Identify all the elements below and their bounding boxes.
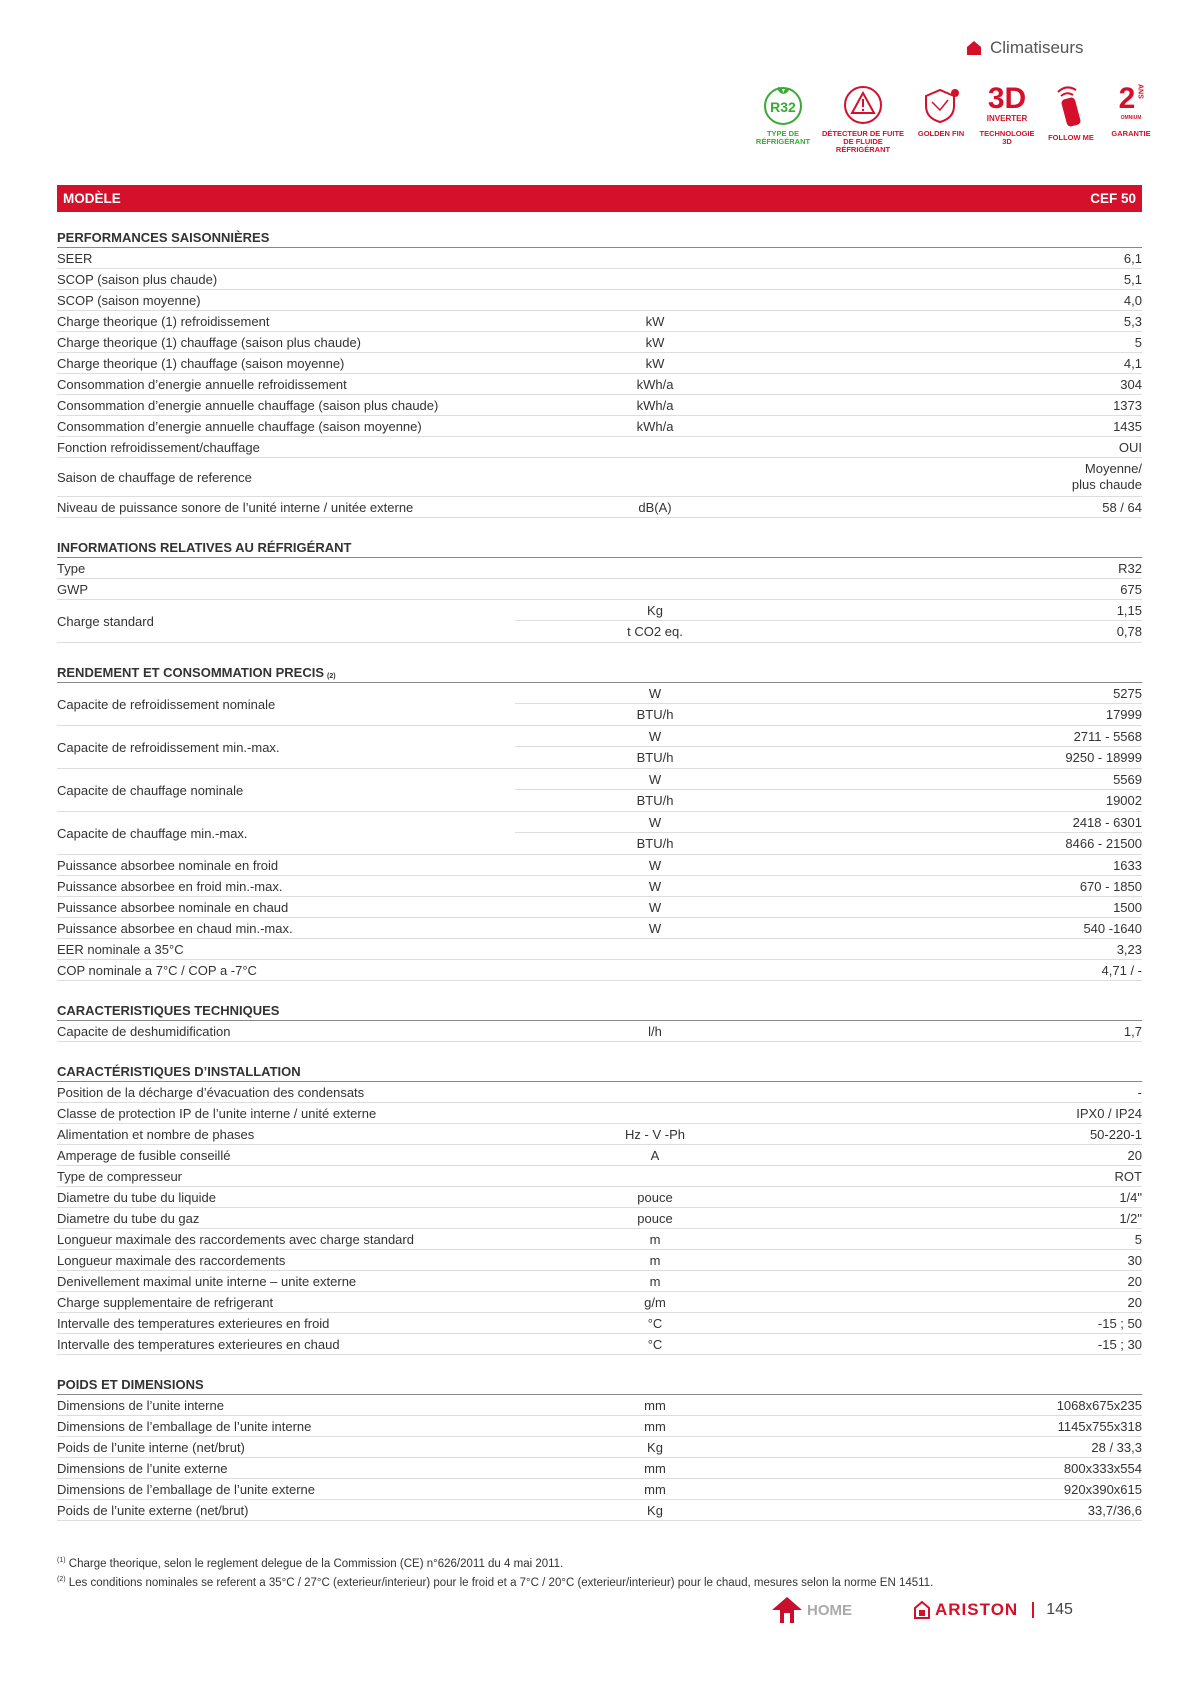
row-unit: kWh/a <box>636 397 674 413</box>
home-arrow-icon <box>772 1597 802 1623</box>
row-value: 20 <box>1127 1273 1142 1289</box>
row-label: Alimentation et nombre de phases <box>57 1126 255 1142</box>
row-unit: dB(A) <box>638 499 672 515</box>
row-value: 1435 <box>1113 418 1142 434</box>
row-label: Charge standard <box>57 613 154 629</box>
table-row <box>57 1021 1142 1042</box>
row-label: Longueur maximale des raccordements <box>57 1252 286 1268</box>
row-unit: kW <box>645 313 665 329</box>
row-unit: m <box>649 1252 661 1268</box>
row-label: Consommation d’energie annuelle chauffage (saison plus chaude) <box>57 397 439 413</box>
row-label: Fonction refroidissement/chauffage <box>57 439 260 455</box>
row-value: 5275 <box>1113 685 1142 701</box>
feature-icons <box>752 84 1160 154</box>
table-row <box>57 353 1142 374</box>
row-unit: BTU/h <box>636 707 674 722</box>
row-label: Capacite de chauffage min.-max. <box>57 825 248 841</box>
r32-feature <box>752 84 814 154</box>
ariston-logo-icon <box>914 1601 930 1619</box>
row-value: -15 ; 30 <box>1097 1336 1142 1352</box>
row-value: OUI <box>1118 439 1142 455</box>
row-value: 5569 <box>1113 771 1142 787</box>
table-row <box>57 290 1142 311</box>
warranty-feature <box>1102 84 1160 154</box>
row-unit: A <box>650 1147 660 1163</box>
leak-detector-feature <box>818 84 908 154</box>
row-label: SCOP (saison moyenne) <box>57 292 201 308</box>
page-footer <box>772 1597 1073 1623</box>
row-value: 1,15 <box>1116 602 1142 618</box>
3d-label: TECHNOLOGIE 3D <box>979 129 1035 146</box>
row-unit: °C <box>647 1336 663 1352</box>
section-title: PERFORMANCES SAISONNIÈRES <box>57 228 1142 248</box>
table-row <box>57 1103 1142 1124</box>
table-row <box>57 1458 1142 1479</box>
table-row <box>57 437 1142 458</box>
table-row <box>57 1334 1142 1355</box>
section-title: INFORMATIONS RELATIVES AU RÉFRIGÉRANT <box>57 538 1142 558</box>
golden-fin-icon <box>920 84 962 126</box>
row-label: SEER <box>57 250 93 266</box>
row-unit: pouce <box>637 1210 673 1226</box>
ariston-logo: ARISTON <box>914 1600 1018 1620</box>
category-title: Climatiseurs <box>990 38 1084 57</box>
row-unit: t CO2 eq. <box>627 624 683 639</box>
row-value: ROT <box>1114 1168 1142 1184</box>
row-value: 30 <box>1127 1252 1142 1268</box>
model-label: MODÈLE <box>63 191 121 206</box>
row-label: Puissance absorbee en chaud min.-max. <box>57 920 293 936</box>
row-label: Dimensions de l’unite interne <box>57 1397 224 1413</box>
row-label: Charge theorique (1) refroidissement <box>57 313 270 329</box>
row-value: 1/4" <box>1119 1189 1142 1205</box>
row-label: Puissance absorbee nominale en chaud <box>57 899 289 915</box>
row-value: 3,23 <box>1116 941 1142 957</box>
warranty-icon: 2 ANS OMNIUM <box>1118 82 1144 121</box>
row-unit: W <box>648 771 662 787</box>
row-unit: W <box>648 728 662 744</box>
table-row <box>57 1124 1142 1145</box>
row-value: 304 <box>1120 376 1142 392</box>
row-label: EER nominale a 35°C <box>57 941 184 957</box>
row-label: Poids de l’unite externe (net/brut) <box>57 1502 249 1518</box>
row-value: 1633 <box>1113 857 1142 873</box>
table-row <box>57 374 1142 395</box>
row-value: 17999 <box>1105 707 1142 722</box>
table-row <box>57 269 1142 290</box>
follow-me-icon <box>1050 84 1092 130</box>
table-row <box>57 248 1142 269</box>
svg-text:R32: R32 <box>770 99 796 115</box>
row-label: Charge theorique (1) chauffage (saison plus chaude) <box>57 334 362 350</box>
row-value: 50-220-1 <box>1089 1126 1142 1142</box>
row-unit: mm <box>644 1460 666 1476</box>
row-label: Puissance absorbee nominale en froid <box>57 857 279 873</box>
table-row <box>57 558 1142 579</box>
row-value: -15 ; 50 <box>1097 1315 1142 1331</box>
table-row <box>57 1229 1142 1250</box>
row-unit: W <box>648 899 662 915</box>
row-unit: mm <box>644 1418 666 1434</box>
table-row <box>57 1479 1142 1500</box>
table-row <box>57 395 1142 416</box>
row-unit: pouce <box>637 1189 673 1205</box>
table-row <box>57 1145 1142 1166</box>
table-row <box>57 939 1142 960</box>
row-value: 28 / 33,3 <box>1091 1439 1142 1455</box>
table-row <box>57 600 1142 643</box>
row-label: Consommation d’energie annuelle chauffage (saison moyenne) <box>57 418 422 434</box>
warranty-label: GARANTIE <box>1111 129 1151 138</box>
follow-me-feature <box>1040 84 1102 154</box>
row-label: Capacite de deshumidification <box>57 1023 231 1039</box>
spec-section <box>57 1062 1142 1355</box>
row-label: Capacite de refroidissement min.-max. <box>57 739 280 755</box>
row-unit: mm <box>644 1481 666 1497</box>
row-unit: mm <box>644 1397 666 1413</box>
table-row <box>57 960 1142 981</box>
spec-section <box>57 1375 1142 1521</box>
row-value: 4,1 <box>1123 355 1142 371</box>
row-unit: kWh/a <box>636 418 674 434</box>
row-unit: kWh/a <box>636 376 674 392</box>
3d-inverter-feature <box>974 84 1040 154</box>
follow-me-label: FOLLOW ME <box>1048 133 1094 142</box>
table-row <box>57 579 1142 600</box>
row-value: 9250 - 18999 <box>1065 750 1142 765</box>
row-value: 1,7 <box>1123 1023 1142 1039</box>
r32-icon <box>762 84 804 126</box>
model-value: CEF 50 <box>1090 191 1136 206</box>
spec-section <box>57 1001 1142 1042</box>
row-value: 1068x675x235 <box>1056 1397 1142 1413</box>
table-row <box>57 1187 1142 1208</box>
row-unit: Kg <box>647 1502 663 1518</box>
row-value: 5,1 <box>1123 271 1142 287</box>
row-label: Position de la décharge d’évacuation des condensats <box>57 1084 365 1100</box>
row-unit: W <box>648 920 662 936</box>
spec-section <box>57 538 1142 643</box>
table-row <box>57 1166 1142 1187</box>
row-value: - <box>1137 1084 1142 1100</box>
table-row <box>57 855 1142 876</box>
table-row <box>57 1292 1142 1313</box>
row-value: 20 <box>1127 1147 1142 1163</box>
row-unit: BTU/h <box>636 793 674 808</box>
table-row <box>57 683 1142 726</box>
row-value: IPX0 / IP24 <box>1076 1105 1142 1121</box>
house-icon <box>967 41 981 55</box>
table-row <box>57 812 1142 855</box>
row-label: COP nominale a 7°C / COP a -7°C <box>57 962 257 978</box>
table-row <box>57 769 1142 812</box>
spec-section <box>57 228 1142 518</box>
table-row <box>57 876 1142 897</box>
table-row <box>57 1271 1142 1292</box>
row-value: 4,0 <box>1123 292 1142 308</box>
row-value: 19002 <box>1105 793 1142 808</box>
table-row <box>57 1313 1142 1334</box>
category-header <box>967 38 1084 58</box>
row-unit: W <box>648 685 662 701</box>
row-value: 800x333x554 <box>1063 1460 1142 1476</box>
row-label: Classe de protection IP de l’unite interne / unité externe <box>57 1105 377 1121</box>
row-label: Dimensions de l’unite externe <box>57 1460 228 1476</box>
row-unit: m <box>649 1273 661 1289</box>
row-label: Longueur maximale des raccordements avec charge standard <box>57 1231 414 1247</box>
table-row <box>57 416 1142 437</box>
row-value: 8466 - 21500 <box>1065 836 1142 851</box>
row-label: Consommation d’energie annuelle refroidissement <box>57 376 347 392</box>
table-row <box>57 458 1142 497</box>
row-value: 920x390x615 <box>1063 1481 1142 1497</box>
table-row <box>57 1500 1142 1521</box>
row-label: Puissance absorbee en froid min.-max. <box>57 878 283 894</box>
footnote-2: $^{(2)}$ Les conditions nominales se referent a 35°C / 27°C (exterieur/interieur) pour le froid et a 7°C / 20°C (exterieur/interieur) pour le chaud, mesures selon la norme EN 14511. <box>57 1575 934 1589</box>
row-value: 2418 - 6301 <box>1072 814 1142 830</box>
row-value: 33,7/36,6 <box>1087 1502 1142 1518</box>
row-label: Saison de chauffage de reference <box>57 469 252 485</box>
row-unit: kW <box>645 334 665 350</box>
section-title: CARACTÉRISTIQUES D’INSTALLATION <box>57 1062 1142 1082</box>
table-row <box>57 726 1142 769</box>
row-value: 5,3 <box>1123 313 1142 329</box>
table-row <box>57 332 1142 353</box>
table-row <box>57 897 1142 918</box>
row-label: Intervalle des temperatures exterieures en froid <box>57 1315 330 1331</box>
row-label: Poids de l’unite interne (net/brut) <box>57 1439 245 1455</box>
footnote-1: $^{(1)}$ Charge theorique, selon le reglement delegue de la Commission (CE) n°626/2011 du 4 mai 2011. <box>57 1557 564 1570</box>
spec-section <box>57 663 1142 981</box>
row-label: Type <box>57 560 86 576</box>
row-value: 6,1 <box>1123 250 1142 266</box>
row-unit: W <box>648 857 662 873</box>
row-label: Diametre du tube du gaz <box>57 1210 200 1226</box>
row-unit: l/h <box>648 1023 662 1039</box>
row-label: Capacite de chauffage nominale <box>57 782 244 798</box>
golden-fin-feature <box>908 84 974 154</box>
section-title: RENDEMENT ET CONSOMMATION PRECIS $_{(2)}$ <box>57 663 1142 683</box>
model-header-bar <box>57 185 1142 212</box>
section-title: CARACTERISTIQUES TECHNIQUES <box>57 1001 1142 1021</box>
row-value: 1373 <box>1113 397 1142 413</box>
section-title: POIDS ET DIMENSIONS <box>57 1375 1142 1395</box>
table-row <box>57 1395 1142 1416</box>
footnotes <box>57 1553 933 1591</box>
row-value: 1145x755x318 <box>1057 1418 1142 1434</box>
row-value: 2711 - 5568 <box>1073 728 1142 744</box>
row-label: Dimensions de l’emballage de l’unite interne <box>57 1418 312 1434</box>
row-value: 540 -1640 <box>1083 920 1142 936</box>
row-unit: g/m <box>644 1294 666 1310</box>
golden-fin-label: GOLDEN FIN <box>917 129 965 138</box>
row-unit: Kg <box>647 602 663 618</box>
table-row <box>57 1250 1142 1271</box>
row-label: Amperage de fusible conseillé <box>57 1147 231 1163</box>
leak-detector-label: DÉTECTEUR DE FUITE DE FLUIDE RÉFRIGÉRANT <box>821 129 905 154</box>
home-link[interactable]: HOME <box>772 1597 852 1623</box>
row-value: 5 <box>1134 1231 1142 1247</box>
row-label: Diametre du tube du liquide <box>57 1189 216 1205</box>
row-value: 0,78 <box>1116 624 1142 639</box>
table-row <box>57 311 1142 332</box>
row-label: GWP <box>57 581 89 597</box>
row-value: 1500 <box>1113 899 1142 915</box>
row-unit: kW <box>645 355 665 371</box>
row-label: Capacite de refroidissement nominale <box>57 696 276 712</box>
row-label: Denivellement maximal unite interne – unite externe <box>57 1273 357 1289</box>
table-row <box>57 1416 1142 1437</box>
row-unit: m <box>649 1231 661 1247</box>
page-number: 145 <box>1032 1602 1073 1618</box>
row-unit: Hz - V -Ph <box>625 1126 685 1142</box>
table-row <box>57 918 1142 939</box>
row-label: Type de compresseur <box>57 1168 183 1184</box>
row-unit: W <box>648 814 662 830</box>
table-row <box>57 497 1142 518</box>
row-unit: BTU/h <box>636 836 674 851</box>
row-value: 1/2" <box>1119 1210 1142 1226</box>
row-value: 675 <box>1120 581 1142 597</box>
row-value: 670 - 1850 <box>1079 878 1142 894</box>
row-value: 4,71 / - <box>1101 962 1142 978</box>
leak-detector-icon <box>842 84 884 126</box>
row-label: Dimensions de l’emballage de l’unite externe <box>57 1481 315 1497</box>
row-unit: °C <box>647 1315 663 1331</box>
row-label: Charge supplementaire de refrigerant <box>57 1294 274 1310</box>
row-unit: BTU/h <box>636 750 674 765</box>
row-label: Charge theorique (1) chauffage (saison moyenne) <box>57 355 345 371</box>
row-unit: W <box>648 878 662 894</box>
row-value: 58 / 64 <box>1102 499 1142 515</box>
3d-inverter-icon: 3D INVERTER <box>986 82 1028 123</box>
row-value: 5 <box>1134 334 1142 350</box>
spec-tables <box>57 228 1142 1541</box>
row-value: 20 <box>1127 1294 1142 1310</box>
row-label: Niveau de puissance sonore de l’unité interne / unitée externe <box>57 499 414 515</box>
row-value: R32 <box>1118 560 1142 576</box>
r32-label: TYPE DE RÉFRIGÉRANT <box>755 129 811 146</box>
table-row <box>57 1437 1142 1458</box>
table-row <box>57 1082 1142 1103</box>
row-unit: Kg <box>647 1439 663 1455</box>
row-value: Moyenne/ plus chaude <box>1071 461 1142 492</box>
row-label: SCOP (saison plus chaude) <box>57 271 218 287</box>
row-label: Intervalle des temperatures exterieures en chaud <box>57 1336 340 1352</box>
table-row <box>57 1208 1142 1229</box>
